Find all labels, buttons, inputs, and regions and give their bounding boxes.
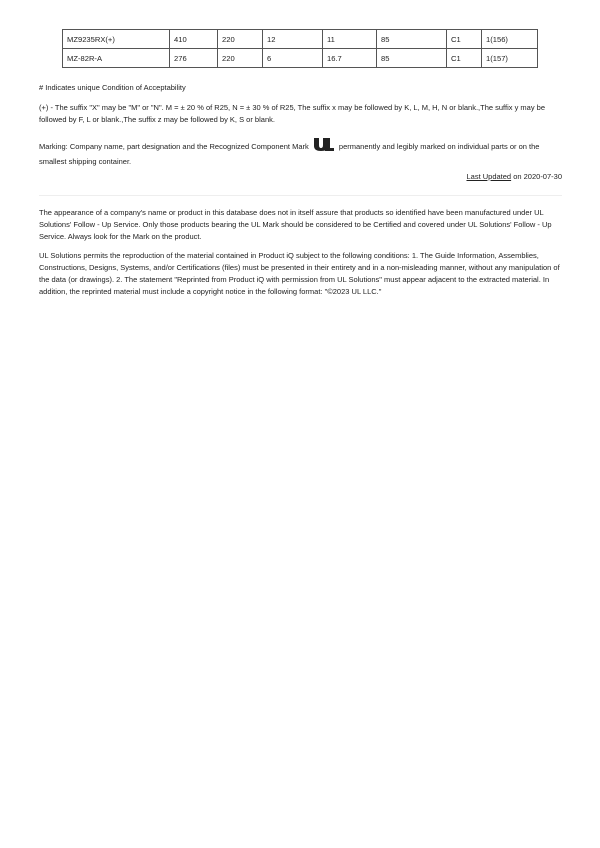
table-cell: 410 bbox=[170, 30, 218, 49]
last-updated-date: on 2020-07-30 bbox=[513, 172, 562, 181]
table-cell: 85 bbox=[377, 49, 447, 68]
acceptability-note: # Indicates unique Condition of Acceptability bbox=[39, 83, 186, 92]
ul-recognized-component-mark-icon bbox=[313, 137, 335, 156]
marking-text-after: permanently and legibly marked on individual parts or on the smallest shipping container. bbox=[39, 142, 540, 166]
parts-table bbox=[62, 29, 538, 68]
table-cell: 6 bbox=[263, 49, 323, 68]
table-cell: 1(157) bbox=[482, 49, 538, 68]
table-cell: 85 bbox=[377, 30, 447, 49]
table-cell: 220 bbox=[218, 49, 263, 68]
last-updated bbox=[39, 171, 562, 183]
table-cell: 220 bbox=[218, 30, 263, 49]
last-updated-link[interactable]: Last Updated bbox=[466, 172, 512, 181]
table-cell: MZ-82R-A bbox=[63, 49, 170, 68]
table-row bbox=[63, 49, 538, 68]
table-cell: 1(156) bbox=[482, 30, 538, 49]
table-cell: 276 bbox=[170, 49, 218, 68]
disclaimer-paragraph-2: UL Solutions permits the reproduction of the material contained in Product iQ subject to the following conditions: 1. The Guide Information, Assemblies, Constructions, Designs, Systems, and/or Certifications (files) must be presented in their entirety and in a non-misleading manner, without any manipulation of the data (or drawings). 2. The statement "Reprinted from Product iQ with permission from UL Solutions" must appear adjacent to the extracted material. In addition, the reprinted material must include a copyright notice in the following format: "©2023 UL LLC." bbox=[39, 251, 560, 296]
table-cell: C1 bbox=[447, 30, 482, 49]
table-row bbox=[63, 30, 538, 49]
document-page bbox=[39, 29, 562, 298]
suffix-note: (+) - The suffix "X" may be "M" or "N". M = ± 20 % of R25, N = ± 30 % of R25, The suffix x may be followed by K, L, M, H, N or blank.,The suffix y may be followed by F, L or blank.,The suffix z may be followed by K, S or blank. bbox=[39, 103, 546, 124]
divider bbox=[39, 195, 562, 196]
table-cell: MZ9235RX(+) bbox=[63, 30, 170, 49]
marking-text-before: Marking: Company name, part designation and the Recognized Component Mark bbox=[39, 142, 309, 151]
disclaimer-paragraph-1: The appearance of a company's name or product in this database does not in itself assure that products so identified have been manufactured under UL Solutions' Follow - Up Service. Only those products bearing the UL Mark should be considered to be Certified and covered under UL Solutions' Follow - Up Service. Always look for the Mark on the product. bbox=[39, 208, 552, 241]
table-cell: C1 bbox=[447, 49, 482, 68]
marking-note bbox=[39, 137, 562, 168]
table-cell: 11 bbox=[323, 30, 377, 49]
table-cell: 16.7 bbox=[323, 49, 377, 68]
table-cell: 12 bbox=[263, 30, 323, 49]
